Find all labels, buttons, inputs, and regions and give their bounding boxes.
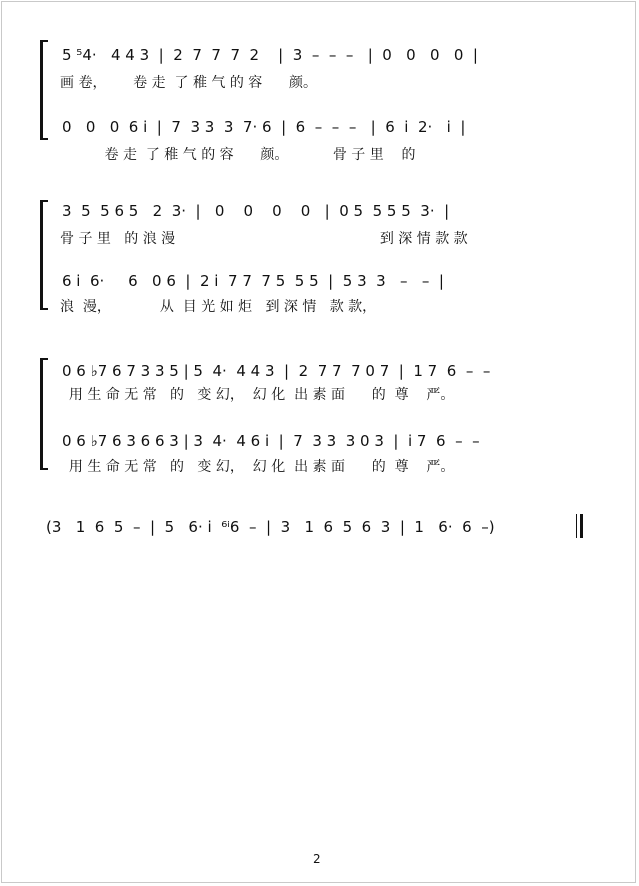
system-brace bbox=[40, 40, 48, 140]
lyric-line: 用 生 命 无 常 的 变 幻， 幻 化 出 素 面 的 尊 严。 bbox=[60, 387, 455, 403]
melody-line: 0 0 0 6 i | 7 3 3 3 7· 6 | 6 – – – | 6 i 2· i | bbox=[62, 118, 466, 136]
final-barline-thin bbox=[576, 514, 577, 538]
system-brace bbox=[40, 358, 48, 470]
melody-line: 0 6 ♭7 6 3 6 6 3 | 3 4· 4 6 i | 7 3 3 3 0 3 | i 7 6 – – bbox=[62, 432, 480, 450]
melody-line: 0 6 ♭7 6 7 3 3 5 | 5 4· 4 4 3 | 2 7 7 7 0 7 | 1 7 6 – – bbox=[62, 362, 491, 380]
page-number: 2 bbox=[313, 852, 321, 866]
system-brace bbox=[40, 200, 48, 310]
staff-2-melody bbox=[58, 270, 598, 292]
instrumental-melody bbox=[46, 516, 586, 538]
lyric-line: 骨 子 里 的 浪 漫 到 深 情 款 款 bbox=[60, 231, 468, 247]
staff-1-melody bbox=[58, 44, 598, 66]
lyric-line: 卷 走 了 稚 气 的 容 颜。 骨 子 里 的 bbox=[60, 147, 416, 163]
lyric-line: 画 卷， 卷 走 了 稚 气 的 容 颜。 bbox=[60, 75, 318, 91]
staff-2-melody bbox=[58, 430, 598, 452]
melody-line: 6 i 6· 6 0 6 | 2 i 7 7 7 5 5 5 | 5 3 3 – – | bbox=[62, 272, 444, 290]
melody-line: (3 1 6 5 – | 5 6· i ⁶ⁱ6 – | 3 1 6 5 6 3 | 1 6· 6 –) bbox=[46, 518, 495, 536]
staff-1-melody bbox=[58, 200, 598, 222]
staff-2-melody bbox=[58, 116, 598, 138]
melody-line: 5 ⁵4· 4 4 3 | 2 7 7 7 2 | 3 – – – | 0 0 0 0 | bbox=[62, 46, 478, 64]
melody-line: 3 5 5 6 5 2 3· | 0 0 0 0 | 0 5 5 5 5 3· | bbox=[62, 202, 450, 220]
staff-1-melody bbox=[58, 360, 598, 382]
final-barline bbox=[580, 514, 583, 538]
lyric-line: 浪 漫， 从 目 光 如 炬 到 深 情 款 款， bbox=[60, 299, 377, 315]
lyric-line: 用 生 命 无 常 的 变 幻， 幻 化 出 素 面 的 尊 严。 bbox=[60, 459, 455, 475]
